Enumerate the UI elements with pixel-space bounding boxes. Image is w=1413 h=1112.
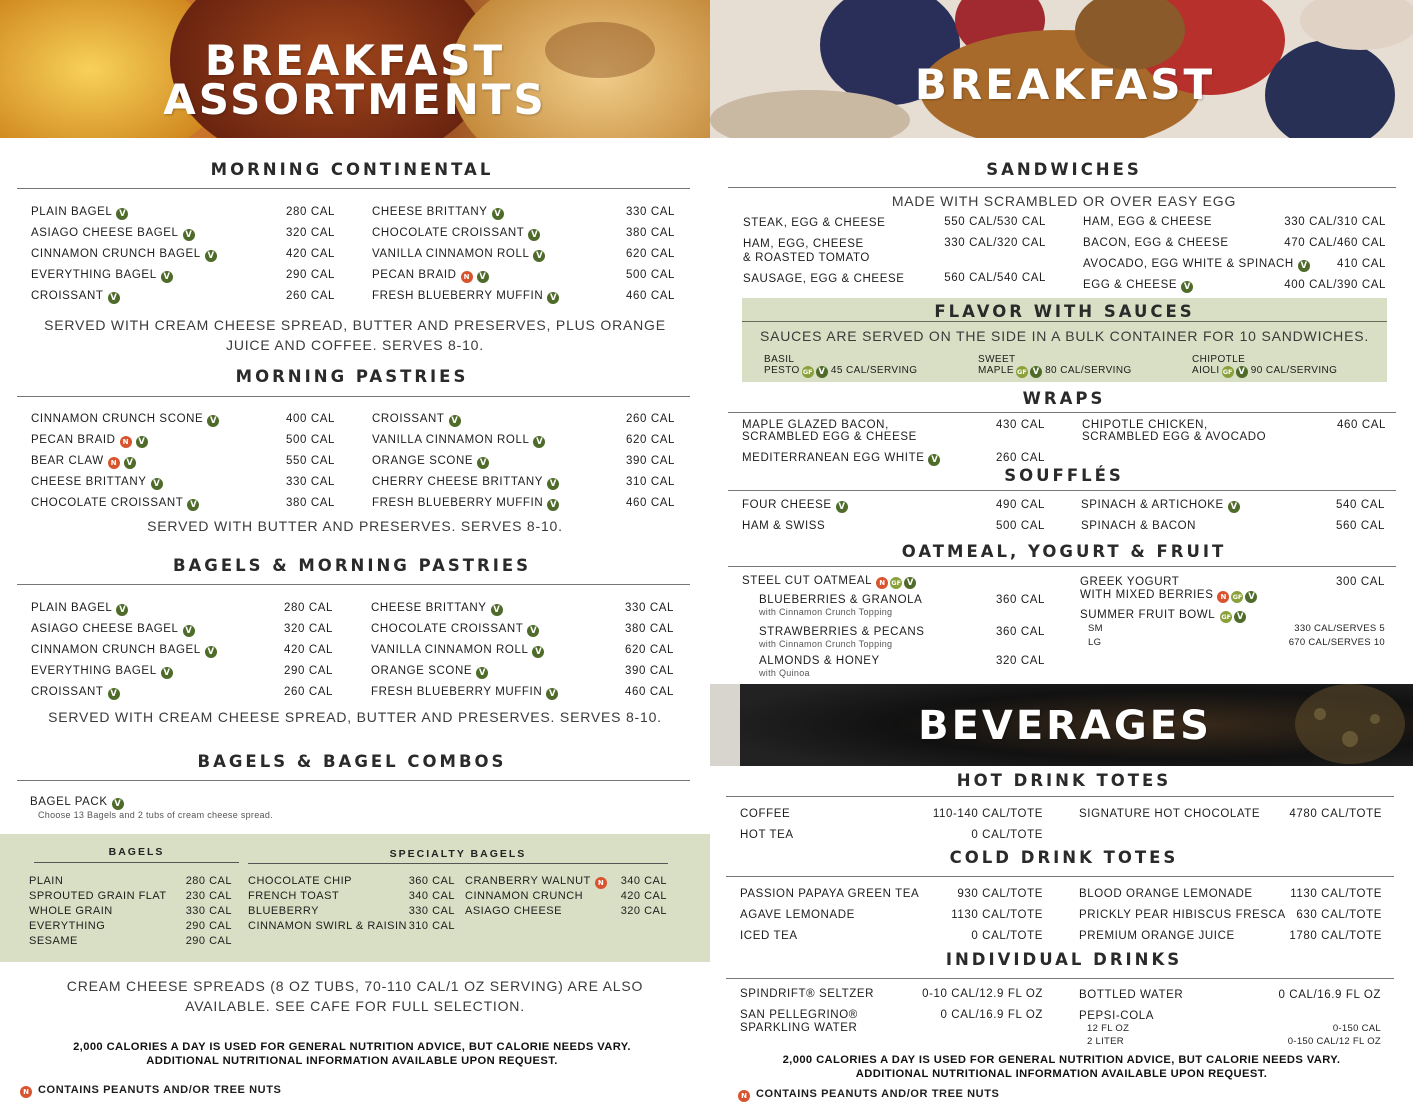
menu-item: CHERRY CHEESE BRITTANY V bbox=[372, 476, 559, 490]
spindrift-seltzer: SPINDRIFT® SELTZER bbox=[740, 988, 875, 1000]
bagel-item: WHOLE GRAIN bbox=[29, 905, 113, 917]
gluten-free-icon: GF bbox=[1232, 593, 1243, 601]
menu-item: PECAN BRAID N V bbox=[372, 269, 489, 283]
souffle-item: SPINACH & ARTICHOKE V bbox=[1081, 499, 1240, 513]
section-title-souffles: SOUFFLÉS bbox=[1004, 466, 1124, 485]
section-divider bbox=[17, 188, 690, 189]
vegetarian-icon: V bbox=[151, 478, 163, 490]
breakfast-assortments-banner bbox=[0, 0, 710, 138]
bagel-pack-description: Choose 13 Bagels and 2 tubs of cream cheese spread. bbox=[38, 810, 273, 820]
section-divider bbox=[726, 978, 1394, 979]
pepsi-2liter-label: 2 LITER bbox=[1087, 1036, 1124, 1047]
souffle-item: FOUR CHEESE V bbox=[742, 499, 848, 513]
specialty-bagel-calories: 330 CAL bbox=[408, 905, 455, 917]
steel-cut-oatmeal: STEEL CUT OATMEAL N GF V bbox=[742, 575, 916, 589]
vegetarian-icon: V bbox=[477, 271, 489, 283]
vegetarian-icon: V bbox=[546, 688, 558, 700]
menu-item: ASIAGO CHEESE BAGEL V bbox=[31, 623, 195, 637]
section-divider bbox=[17, 780, 690, 781]
bottled-water: BOTTLED WATER bbox=[1079, 989, 1184, 1001]
menu-item: CINNAMON CRUNCH BAGEL V bbox=[31, 248, 217, 262]
menu-item-calories: 260 CAL bbox=[626, 413, 675, 425]
menu-item: CINNAMON CRUNCH BAGEL V bbox=[31, 644, 217, 658]
vegetarian-icon: V bbox=[533, 250, 545, 262]
san-pellegrino: SAN PELLEGRINO® SPARKLING WATER bbox=[740, 1009, 858, 1034]
cold-drink-calories: 0 CAL/TOTE bbox=[971, 930, 1043, 942]
sandwich-calories: 330 CAL/320 CAL bbox=[944, 237, 1046, 249]
sandwiches-subtitle: MADE WITH SCRAMBLED OR OVER EASY EGG bbox=[891, 193, 1237, 209]
menu-item: EVERYTHING BAGEL V bbox=[31, 665, 173, 679]
bagel-options-panel bbox=[0, 834, 710, 962]
sandwich-item: HAM, EGG & CHEESE bbox=[1083, 216, 1213, 228]
sandwich-calories: 400 CAL/390 CAL bbox=[1284, 279, 1386, 291]
menu-item-calories: 280 CAL bbox=[286, 206, 335, 218]
sauce-item: CHIPOTLE AIOLI GF V 90 CAL/SERVING bbox=[1192, 354, 1338, 377]
menu-item: CHOCOLATE CROISSANT V bbox=[371, 623, 539, 637]
menu-item: CHOCOLATE CROISSANT V bbox=[372, 227, 540, 241]
menu-item: ORANGE SCONE V bbox=[372, 455, 489, 469]
breakfast-banner-title: BREAKFAST bbox=[914, 60, 1216, 109]
gluten-free-icon: GF bbox=[1017, 368, 1027, 376]
specialty-bagel-item: FRENCH TOAST bbox=[248, 890, 340, 902]
calorie-advice-line2: ADDITIONAL NUTRITIONAL INFORMATION AVAILABLE UPON REQUEST. bbox=[146, 1055, 558, 1067]
specialty-bagel-item: ASIAGO CHEESE bbox=[465, 905, 562, 917]
sandwich-calories: 550 CAL/530 CAL bbox=[944, 216, 1046, 228]
calorie-advice-line1: 2,000 CALORIES A DAY IS USED FOR GENERAL NUTRITION ADVICE, BUT CALORIE NEEDS VARY. bbox=[73, 1041, 631, 1053]
oatmeal-item-description: with Cinnamon Crunch Topping bbox=[759, 607, 893, 617]
vegetarian-icon: V bbox=[205, 646, 217, 658]
greek-yogurt-calories: 300 CAL bbox=[1336, 576, 1385, 588]
sauces-panel bbox=[742, 298, 1387, 382]
vegetarian-icon: V bbox=[1030, 366, 1042, 378]
sandwich-calories: 410 CAL bbox=[1337, 258, 1386, 270]
section-divider bbox=[728, 566, 1396, 567]
fruit-bowl-large-calories: 670 CAL/SERVES 10 bbox=[1288, 637, 1385, 648]
vegetarian-icon: V bbox=[528, 229, 540, 241]
vegetarian-icon: V bbox=[136, 436, 148, 448]
menu-item: CROISSANT V bbox=[31, 686, 120, 700]
gluten-free-icon: GF bbox=[802, 368, 813, 376]
vegetarian-icon: V bbox=[836, 501, 848, 513]
bagels-column-header: BAGELS bbox=[108, 846, 165, 858]
nut-icon: N bbox=[20, 1086, 32, 1098]
menu-item-calories: 380 CAL bbox=[625, 623, 674, 635]
menu-item-calories: 620 CAL bbox=[625, 644, 674, 656]
vegetarian-icon: V bbox=[547, 292, 559, 304]
panel-divider bbox=[742, 321, 1387, 322]
souffle-calories: 540 CAL bbox=[1336, 499, 1385, 511]
section-title-morning-continental: MORNING CONTINENTAL bbox=[210, 160, 494, 179]
menu-item-calories: 330 CAL bbox=[626, 206, 675, 218]
souffle-calories: 500 CAL bbox=[996, 520, 1045, 532]
menu-item-calories: 330 CAL bbox=[286, 476, 335, 488]
sandwich-calories: 470 CAL/460 CAL bbox=[1284, 237, 1386, 249]
menu-item-calories: 620 CAL bbox=[626, 248, 675, 260]
vegetarian-icon: V bbox=[183, 229, 195, 241]
cold-drink-item: BLOOD ORANGE LEMONADE bbox=[1079, 888, 1253, 900]
vegetarian-icon: V bbox=[476, 667, 488, 679]
menu-item: CINNAMON CRUNCH SCONE V bbox=[31, 413, 219, 427]
vegetarian-icon: V bbox=[547, 478, 559, 490]
summer-fruit-bowl: SUMMER FRUIT BOWL GF V bbox=[1080, 609, 1246, 623]
vegetarian-icon: V bbox=[547, 499, 559, 511]
pepsi-12oz-label: 12 FL OZ bbox=[1087, 1023, 1130, 1034]
vegetarian-icon: V bbox=[108, 292, 120, 304]
menu-item-calories: 380 CAL bbox=[286, 497, 335, 509]
vegetarian-icon: V bbox=[533, 436, 545, 448]
hot-drink-item: HOT TEA bbox=[740, 829, 794, 841]
vegetarian-icon: V bbox=[1234, 611, 1246, 623]
specialty-bagel-item: CINNAMON CRUNCH bbox=[465, 890, 584, 902]
specialty-bagel-calories: 420 CAL bbox=[620, 890, 667, 902]
fruit-bowl-small-calories: 330 CAL/SERVES 5 bbox=[1294, 623, 1385, 634]
greek-yogurt: GREEK YOGURT WITH MIXED BERRIES N GF V bbox=[1080, 576, 1257, 603]
menu-item-calories: 500 CAL bbox=[286, 434, 335, 446]
cream-cheese-note: CREAM CHEESE SPREADS (8 OZ TUBS, 70-110 CAL/1 OZ SERVING) ARE ALSO AVAILABLE. SEE CAFE FOR FULL SELECTION. bbox=[66, 978, 644, 1015]
menu-item-calories: 260 CAL bbox=[284, 686, 333, 698]
bagel-calories: 290 CAL bbox=[185, 935, 232, 947]
vegetarian-icon: V bbox=[116, 604, 128, 616]
bagel-calories: 330 CAL bbox=[185, 905, 232, 917]
section-title-oatmeal: OATMEAL, YOGURT & FRUIT bbox=[901, 542, 1227, 561]
oatmeal-calories: 360 CAL bbox=[996, 594, 1045, 606]
banner-title-line1: BREAKFAST bbox=[204, 36, 506, 85]
vegetarian-icon: V bbox=[1228, 501, 1240, 513]
hot-drink-item: SIGNATURE HOT CHOCOLATE bbox=[1079, 808, 1261, 820]
nut-icon: N bbox=[595, 877, 607, 889]
panel-divider bbox=[248, 863, 668, 864]
fruit-bowl-large-label: LG bbox=[1088, 637, 1102, 648]
souffle-item: HAM & SWISS bbox=[742, 520, 826, 532]
morning-continental-note: SERVED WITH CREAM CHEESE SPREAD, BUTTER AND PRESERVES, PLUS ORANGE JUICE AND COFFEE. SERVES 8-10. bbox=[44, 317, 666, 354]
vegetarian-icon: V bbox=[1298, 260, 1310, 272]
section-title-morning-pastries: MORNING PASTRIES bbox=[235, 367, 469, 386]
wrap-item: MEDITERRANEAN EGG WHITE V bbox=[742, 452, 940, 466]
wrap-calories: 260 CAL bbox=[996, 452, 1045, 464]
vegetarian-icon: V bbox=[187, 499, 199, 511]
menu-item-calories: 380 CAL bbox=[626, 227, 675, 239]
beverages-banner-title: BEVERAGES bbox=[918, 703, 1212, 749]
cold-drink-item: PREMIUM ORANGE JUICE bbox=[1079, 930, 1235, 942]
menu-item-calories: 420 CAL bbox=[286, 248, 335, 260]
menu-item-calories: 400 CAL bbox=[286, 413, 335, 425]
menu-item: BEAR CLAW N V bbox=[31, 455, 136, 469]
section-title-wraps: WRAPS bbox=[1022, 389, 1106, 408]
bagel-pack-name: BAGEL PACK V bbox=[30, 796, 124, 810]
souffle-calories: 560 CAL bbox=[1336, 520, 1385, 532]
cold-drink-item: ICED TEA bbox=[740, 930, 798, 942]
menu-item-calories: 330 CAL bbox=[625, 602, 674, 614]
bagel-calories: 230 CAL bbox=[185, 890, 232, 902]
souffle-item: SPINACH & BACON bbox=[1081, 520, 1197, 532]
vegetarian-icon: V bbox=[161, 667, 173, 679]
menu-item-calories: 320 CAL bbox=[286, 227, 335, 239]
menu-item: FRESH BLUEBERRY MUFFIN V bbox=[372, 290, 559, 304]
menu-item: CHEESE BRITTANY V bbox=[372, 206, 504, 220]
cold-drink-item: PASSION PAPAYA GREEN TEA bbox=[740, 888, 920, 900]
menu-item: EVERYTHING BAGEL V bbox=[31, 269, 173, 283]
menu-item: VANILLA CINNAMON ROLL V bbox=[372, 434, 545, 448]
menu-item-calories: 500 CAL bbox=[626, 269, 675, 281]
section-divider bbox=[726, 796, 1394, 797]
vegetarian-icon: V bbox=[205, 250, 217, 262]
gluten-free-icon: GF bbox=[1222, 368, 1233, 376]
vegetarian-icon: V bbox=[449, 415, 461, 427]
souffle-calories: 490 CAL bbox=[996, 499, 1045, 511]
section-title-sauces: FLAVOR WITH SAUCES bbox=[934, 302, 1195, 321]
vegetarian-icon: V bbox=[904, 577, 916, 589]
vegetarian-icon: V bbox=[532, 646, 544, 658]
vegetarian-icon: V bbox=[928, 454, 940, 466]
sandwich-item: STEAK, EGG & CHEESE bbox=[743, 217, 886, 229]
menu-item: VANILLA CINNAMON ROLL V bbox=[372, 248, 545, 262]
pepsi-2liter-calories: 0-150 CAL/12 FL OZ bbox=[1287, 1036, 1381, 1047]
section-title-bagels-pastries: BAGELS & MORNING PASTRIES bbox=[172, 556, 532, 575]
wrap-calories: 460 CAL bbox=[1337, 419, 1386, 431]
section-title-bagel-combos: BAGELS & BAGEL COMBOS bbox=[197, 752, 507, 771]
oatmeal-calories: 320 CAL bbox=[996, 655, 1045, 667]
bagel-calories: 290 CAL bbox=[185, 920, 232, 932]
oatmeal-item: STRAWBERRIES & PECANS bbox=[759, 626, 925, 638]
menu-item: ASIAGO CHEESE BAGEL V bbox=[31, 227, 195, 241]
menu-item: CHEESE BRITTANY V bbox=[31, 476, 163, 490]
sandwich-item: HAM, EGG, CHEESE & ROASTED TOMATO bbox=[743, 238, 870, 264]
menu-item: PLAIN BAGEL V bbox=[31, 602, 128, 616]
section-title-hot-drinks: HOT DRINK TOTES bbox=[956, 771, 1172, 790]
oatmeal-item: BLUEBERRIES & GRANOLA bbox=[759, 594, 923, 606]
oatmeal-calories: 360 CAL bbox=[996, 626, 1045, 638]
sandwich-calories: 330 CAL/310 CAL bbox=[1284, 216, 1386, 228]
vegetarian-icon: V bbox=[527, 625, 539, 637]
specialty-bagel-item: BLUEBERRY bbox=[248, 905, 319, 917]
section-title-individual-drinks: INDIVIDUAL DRINKS bbox=[945, 950, 1183, 969]
menu-item: VANILLA CINNAMON ROLL V bbox=[371, 644, 544, 658]
bagel-calories: 280 CAL bbox=[185, 875, 232, 887]
pepsi-cola: PEPSI-COLA bbox=[1079, 1010, 1155, 1022]
menu-item-calories: 460 CAL bbox=[625, 686, 674, 698]
menu-item: PECAN BRAID N V bbox=[31, 434, 148, 448]
cold-drink-calories: 1130 CAL/TOTE bbox=[1290, 888, 1382, 900]
wrap-item: CHIPOTLE CHICKEN, SCRAMBLED EGG & AVOCADO bbox=[1082, 419, 1267, 443]
menu-item: PLAIN BAGEL V bbox=[31, 206, 128, 220]
sauce-item: BASIL PESTO GF V 45 CAL/SERVING bbox=[764, 354, 918, 377]
vegetarian-icon: V bbox=[108, 688, 120, 700]
vegetarian-icon: V bbox=[183, 625, 195, 637]
menu-item: CHEESE BRITTANY V bbox=[371, 602, 503, 616]
menu-item-calories: 290 CAL bbox=[284, 665, 333, 677]
section-divider bbox=[728, 187, 1396, 188]
vegetarian-icon: V bbox=[492, 208, 504, 220]
bagel-item: PLAIN bbox=[29, 875, 64, 887]
nut-icon: N bbox=[108, 457, 120, 469]
section-divider bbox=[17, 584, 690, 585]
vegetarian-icon: V bbox=[1236, 366, 1248, 378]
specialty-bagel-item: CHOCOLATE CHIP bbox=[248, 875, 352, 887]
menu-item-calories: 260 CAL bbox=[286, 290, 335, 302]
sauces-note: SAUCES ARE SERVED ON THE SIDE IN A BULK CONTAINER FOR 10 SANDWICHES. bbox=[759, 328, 1370, 344]
menu-item-calories: 320 CAL bbox=[284, 623, 333, 635]
oatmeal-item: ALMONDS & HONEY bbox=[759, 655, 880, 667]
menu-item: ORANGE SCONE V bbox=[371, 665, 488, 679]
section-title-sandwiches: SANDWICHES bbox=[986, 160, 1142, 179]
gluten-free-icon: GF bbox=[1221, 613, 1232, 621]
menu-item-calories: 460 CAL bbox=[626, 290, 675, 302]
sandwich-calories: 560 CAL/540 CAL bbox=[944, 272, 1046, 284]
section-divider bbox=[728, 490, 1396, 491]
menu-item-calories: 620 CAL bbox=[626, 434, 675, 446]
vegetarian-icon: V bbox=[116, 208, 128, 220]
bagels-pastries-note: SERVED WITH CREAM CHEESE SPREAD, BUTTER AND PRESERVES. SERVES 8-10. bbox=[48, 709, 662, 725]
specialty-bagel-calories: 340 CAL bbox=[408, 890, 455, 902]
nuts-legend: N CONTAINS PEANUTS AND/OR TREE NUTS bbox=[20, 1084, 281, 1098]
nut-icon: N bbox=[876, 577, 888, 589]
menu-item-calories: 550 CAL bbox=[286, 455, 335, 467]
section-divider bbox=[726, 876, 1394, 877]
vegetarian-icon: V bbox=[112, 798, 124, 810]
menu-item: CHOCOLATE CROISSANT V bbox=[31, 497, 199, 511]
calorie-advice-line2: ADDITIONAL NUTRITIONAL INFORMATION AVAILABLE UPON REQUEST. bbox=[855, 1068, 1268, 1080]
cold-drink-item: AGAVE LEMONADE bbox=[740, 909, 855, 921]
gluten-free-icon: GF bbox=[891, 579, 902, 587]
vegetarian-icon: V bbox=[124, 457, 136, 469]
vegetarian-icon: V bbox=[816, 366, 828, 378]
cold-drink-calories: 1780 CAL/TOTE bbox=[1289, 930, 1382, 942]
menu-item: CROISSANT V bbox=[372, 413, 461, 427]
oatmeal-item-description: with Quinoa bbox=[759, 668, 810, 678]
menu-item-calories: 280 CAL bbox=[284, 602, 333, 614]
cold-drink-calories: 930 CAL/TOTE bbox=[957, 888, 1043, 900]
specialty-bagel-item: CINNAMON SWIRL & RAISIN bbox=[248, 920, 407, 932]
calorie-advice-line1: 2,000 CALORIES A DAY IS USED FOR GENERAL NUTRITION ADVICE, BUT CALORIE NEEDS VARY. bbox=[782, 1054, 1341, 1066]
menu-item: CROISSANT V bbox=[31, 290, 120, 304]
breakfast-banner bbox=[710, 0, 1413, 138]
menu-item-calories: 390 CAL bbox=[625, 665, 674, 677]
pepsi-12oz-calories: 0-150 CAL bbox=[1332, 1023, 1381, 1034]
section-title-cold-drinks: COLD DRINK TOTES bbox=[949, 848, 1179, 867]
specialty-bagel-calories: 310 CAL bbox=[408, 920, 455, 932]
menu-item-calories: 390 CAL bbox=[626, 455, 675, 467]
vegetarian-icon: V bbox=[1181, 281, 1193, 293]
specialty-bagel-calories: 340 CAL bbox=[620, 875, 667, 887]
right-menu-page bbox=[710, 0, 1413, 1112]
bagel-item: SPROUTED GRAIN FLAT bbox=[29, 890, 167, 902]
sandwich-item: BACON, EGG & CHEESE bbox=[1083, 237, 1229, 249]
sandwich-item: SAUSAGE, EGG & CHEESE bbox=[743, 273, 905, 285]
bottled-water-calories: 0 CAL/16.9 FL OZ bbox=[1278, 989, 1381, 1001]
menu-item: FRESH BLUEBERRY MUFFIN V bbox=[372, 497, 559, 511]
specialty-bagel-calories: 360 CAL bbox=[408, 875, 455, 887]
section-divider bbox=[728, 412, 1396, 413]
beverages-banner bbox=[710, 684, 1413, 766]
panel-divider bbox=[34, 862, 239, 863]
san-pellegrino-calories: 0 CAL/16.9 FL OZ bbox=[940, 1009, 1043, 1021]
menu-item-calories: 310 CAL bbox=[626, 476, 675, 488]
vegetarian-icon: V bbox=[161, 271, 173, 283]
cold-drink-calories: 630 CAL/TOTE bbox=[1296, 909, 1382, 921]
menu-item: FRESH BLUEBERRY MUFFIN V bbox=[371, 686, 558, 700]
section-divider bbox=[17, 396, 690, 397]
menu-item-calories: 460 CAL bbox=[626, 497, 675, 509]
sandwich-item: AVOCADO, EGG WHITE & SPINACH V bbox=[1083, 258, 1310, 272]
oatmeal-item-description: with Cinnamon Crunch Topping bbox=[759, 639, 893, 649]
hot-drink-item: COFFEE bbox=[740, 808, 791, 820]
wrap-calories: 430 CAL bbox=[996, 419, 1045, 431]
vegetarian-icon: V bbox=[1245, 591, 1257, 603]
vegetarian-icon: V bbox=[207, 415, 219, 427]
nut-icon: N bbox=[1217, 591, 1229, 603]
nut-icon: N bbox=[461, 271, 473, 283]
menu-item-calories: 290 CAL bbox=[286, 269, 335, 281]
fruit-bowl-small-label: SM bbox=[1088, 623, 1103, 634]
spindrift-calories: 0-10 CAL/12.9 FL OZ bbox=[922, 988, 1043, 1000]
specialty-bagels-column-header: SPECIALTY BAGELS bbox=[389, 848, 527, 860]
bagel-item: EVERYTHING bbox=[29, 920, 106, 932]
sauce-item: SWEET MAPLE GF V 80 CAL/SERVING bbox=[978, 354, 1132, 377]
wrap-item: MAPLE GLAZED BACON, SCRAMBLED EGG & CHEESE bbox=[742, 419, 917, 443]
hot-drink-calories: 4780 CAL/TOTE bbox=[1289, 808, 1382, 820]
banner-title-line2: ASSORTMENTS bbox=[163, 75, 547, 124]
sandwich-item: EGG & CHEESE V bbox=[1083, 279, 1193, 293]
specialty-bagel-item: CRANBERRY WALNUT N bbox=[465, 874, 607, 889]
cold-drink-calories: 1130 CAL/TOTE bbox=[951, 909, 1043, 921]
morning-pastries-note: SERVED WITH BUTTER AND PRESERVES. SERVES 8-10. bbox=[147, 518, 563, 534]
nut-icon: N bbox=[738, 1090, 750, 1102]
nut-icon: N bbox=[120, 436, 132, 448]
hot-drink-calories: 110-140 CAL/TOTE bbox=[932, 808, 1043, 820]
nuts-legend: N CONTAINS PEANUTS AND/OR TREE NUTS bbox=[738, 1088, 999, 1102]
hot-drink-calories: 0 CAL/TOTE bbox=[971, 829, 1043, 841]
bagel-item: SESAME bbox=[29, 935, 78, 947]
vegetarian-icon: V bbox=[477, 457, 489, 469]
menu-item-calories: 420 CAL bbox=[284, 644, 333, 656]
specialty-bagel-calories: 320 CAL bbox=[620, 905, 667, 917]
vegetarian-icon: V bbox=[491, 604, 503, 616]
cold-drink-item: PRICKLY PEAR HIBISCUS FRESCA bbox=[1079, 909, 1286, 921]
